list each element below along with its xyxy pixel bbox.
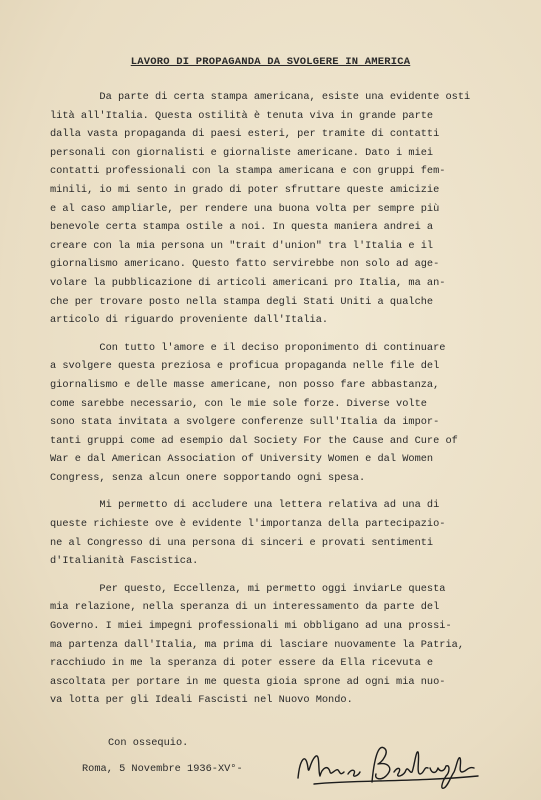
paragraph-3 xyxy=(50,496,517,570)
text-line: minili, io mi sento in grado di poter sfruttare queste amicizie xyxy=(50,183,440,196)
text-line: ma partenza dall'Italia, ma prima di lasciare nuovamente la Patria, xyxy=(50,638,465,651)
handwritten-signature xyxy=(294,738,484,794)
text-line: benevole certa stampa ostile a noi. In questa maniera andrei a xyxy=(50,221,434,234)
text-line: Con tutto l'amore e il deciso proponimento di continuare xyxy=(50,341,446,354)
text-line: Congress, senza alcun onere sopportando ogni spesa. xyxy=(50,471,366,484)
text-line: va lotta per gli Ideali Fascisti nel Nuovo Mondo. xyxy=(50,694,353,707)
paragraph-2 xyxy=(50,339,517,488)
paragraph-4 xyxy=(50,580,517,710)
closing-salutation: Con ossequio. xyxy=(108,737,189,749)
text-line: Per questo, Eccellenza, mi permetto oggi inviarLe questa xyxy=(50,582,446,595)
text-line: ne al Congresso di una persona di sinceri e provati sentimenti xyxy=(50,536,434,549)
text-line: creare con la mia persona un "trait d'union" tra l'Italia e il xyxy=(50,239,434,252)
text-line: volare la pubblicazione di articoli americani pro Italia, ma an- xyxy=(50,276,446,289)
text-line: queste richieste ove è evidente l'importanza della partecipazio- xyxy=(50,518,446,531)
text-line: dalla vasta propaganda di paesi esteri, per tramite di contatti xyxy=(50,128,440,141)
paragraph-1 xyxy=(50,88,517,330)
text-line: mia relazione, nella speranza di un interessamento da parte del xyxy=(50,601,440,614)
text-line: d'Italianità Fascistica. xyxy=(50,555,199,568)
text-line: contatti professionali con la stampa americana e con gruppi fem- xyxy=(50,165,446,178)
text-line: e al caso ampliarle, per rendere una buona volta per sempre più xyxy=(50,202,440,215)
text-line: ascoltata per portare in me questa gioia sprone ad ogni mia nuo- xyxy=(50,675,446,688)
text-line: articolo di riguardo proveniente dall'Italia. xyxy=(50,314,329,327)
text-line: War e dal American Association of University Women e dal Women xyxy=(50,453,434,466)
letter-body xyxy=(50,88,517,719)
text-line: come sarebbe necessario, con le mie sole forze. Diverse volte xyxy=(50,397,427,410)
text-line: lità all'Italia. Questa ostilità è tenuta viva in grande parte xyxy=(50,109,434,122)
text-line: racchiudo in me la speranza di poter essere da Ella ricevuta e xyxy=(50,657,434,670)
text-line: sono stata invitata a svolgere conferenze sull'Italia da impor- xyxy=(50,416,440,429)
text-line: a svolgere questa preziosa e proficua propaganda nelle file del xyxy=(50,360,440,373)
text-line: Da parte di certa stampa americana, esiste una evidente osti xyxy=(50,91,471,103)
text-line: giornalismo e delle masse americane, non posso fare abbastanza, xyxy=(50,378,440,391)
text-line: che per trovare posto nella stampa degli Stati Uniti a qualche xyxy=(50,295,434,308)
text-line: Governo. I miei impegni professionali mi obbligano ad una prossi- xyxy=(50,620,452,633)
text-line: Mi permetto di accludere una lettera relativa ad una di xyxy=(50,499,440,512)
document-title: LAVORO DI PROPAGANDA DA SVOLGERE IN AMERICA xyxy=(130,56,411,68)
text-line: tanti gruppi come ad esempio dal Society For the Cause and Cure of xyxy=(50,434,458,447)
text-line: personali con giornalisti e giornaliste americane. Dato i miei xyxy=(50,146,434,159)
date-line: Roma, 5 Novembre 1936-XV°- xyxy=(82,763,243,775)
text-line: giornalismo americano. Questo fatto servirebbe non solo ad age- xyxy=(50,258,440,271)
